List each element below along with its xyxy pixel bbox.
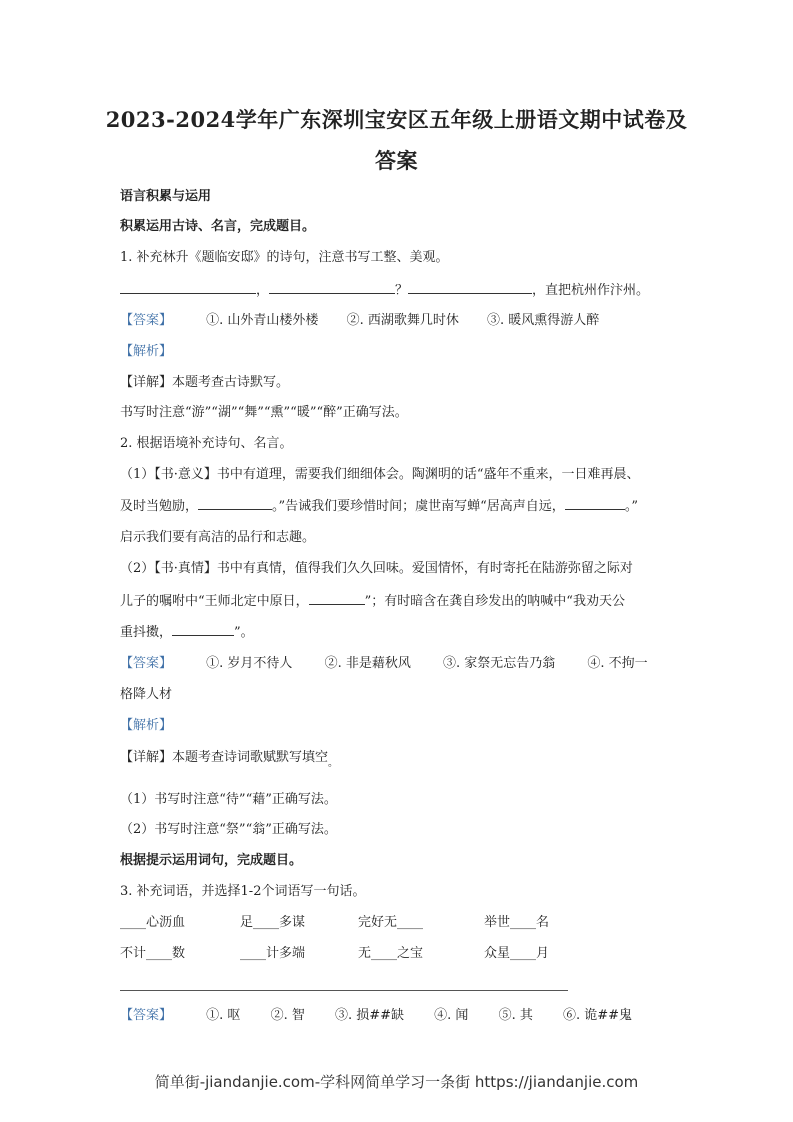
word-blank-item: 举世____名 <box>484 915 550 930</box>
question-2-part2-line1: （2）【书·真情】书中有真情，值得我们久久回味。爱国情怀，有时寄托在陆游弥留之际对 <box>120 561 633 576</box>
blank-tail-text: ，直把杭州作汴州。 <box>532 283 650 298</box>
answer-continuation: 格降人材 <box>120 687 173 702</box>
answer-item: ②. 西湖歌舞几时休 <box>346 313 459 328</box>
answer-item: ②. 智 <box>270 1008 305 1023</box>
answer-label: 【答案】 <box>120 656 173 671</box>
question-2-part1-line3: 启示我们要有高洁的品行和志趣。 <box>120 530 316 545</box>
section-subheading: 积累运用古诗、名言，完成题目。 <box>120 219 316 234</box>
question-2-part2-line2 <box>120 592 625 611</box>
question-1-answer <box>120 312 599 330</box>
analysis-label: 【解析】 <box>120 344 173 359</box>
document-title-line2: 答案 <box>375 148 418 173</box>
word-blank-item: 足____多谋 <box>240 915 306 930</box>
detail-text <box>120 749 338 768</box>
section-heading: 语言积累与运用 <box>120 189 212 204</box>
question-2-part2-line3 <box>120 623 254 642</box>
detail-text: 【详解】本题考查古诗默写。 <box>120 375 290 390</box>
answer-blank <box>120 281 256 294</box>
answer-blank <box>269 281 395 294</box>
question-2-part1-line2 <box>120 497 638 516</box>
question-2-part1-line1: （1）【书·意义】书中有道理，需要我们细细体会。陶渊明的话“盛年不重来，一日难再晨、 <box>120 467 640 482</box>
answer-blank <box>172 623 234 636</box>
question-2-stem: 2. 根据语境补充诗句、名言。 <box>120 436 293 451</box>
question-text: ”；有时暗含在龚自珍发出的呐喊中“我劝天公 <box>364 594 625 609</box>
word-blank-item: 不计____数 <box>120 946 186 961</box>
answer-item: ①. 岁月不待人 <box>206 656 293 671</box>
writing-line <box>120 990 568 991</box>
document-title-line1: 2023-2024学年广东深圳宝安区五年级上册语文期中试卷及 <box>105 107 688 132</box>
answer-blank <box>309 592 365 605</box>
answer-item: ③. 家祭无忘告乃翁 <box>442 656 556 671</box>
question-text: 重抖擞， <box>120 625 173 640</box>
answer-label: 【答案】 <box>120 1008 173 1023</box>
detail-text-main: 【详解】本题考查诗词歌赋默写填空 <box>120 750 329 765</box>
question-text: 儿子的嘱咐中“王师北定中原日， <box>120 594 309 609</box>
detail-text-mark: 。 <box>328 758 339 769</box>
answer-item: ③. 损##缺 <box>334 1008 405 1023</box>
question-text: 及时当勉励， <box>120 499 199 514</box>
word-blank-item: ____心沥血 <box>120 915 186 930</box>
blank-separator: ？ <box>395 283 409 298</box>
word-blank-item: ____计多端 <box>240 946 306 961</box>
answer-item: ⑤. 其 <box>498 1008 533 1023</box>
answer-blank <box>565 497 625 510</box>
question-1-stem: 1. 补充林升《题临安邸》的诗句，注意书写工整、美观。 <box>120 250 449 265</box>
answer-label: 【答案】 <box>120 313 173 328</box>
question-text: 。” <box>624 499 638 514</box>
question-3-answer <box>120 1007 632 1025</box>
page-footer-watermark: 简单街-jiandanjie.com-学科网简单学习一条街 https://jiandanjie.com <box>154 1073 639 1091</box>
question-text: ”。 <box>234 625 254 640</box>
answer-item: ①. 呕 <box>206 1008 241 1023</box>
analysis-label: 【解析】 <box>120 718 173 733</box>
answer-item: ②. 非是藉秋风 <box>324 656 411 671</box>
blank-separator: ， <box>256 283 270 298</box>
answer-item: ③. 暖风熏得游人醉 <box>486 313 600 328</box>
detail-note: （1）书写时注意“待”“藉”正确写法。 <box>120 792 337 807</box>
word-blank-item: 无____之宝 <box>358 946 424 961</box>
answer-item: ⑥. 诡##鬼 <box>562 1008 633 1023</box>
answer-item: ①. 山外青山楼外楼 <box>206 313 319 328</box>
word-blank-item: 完好无____ <box>358 915 424 930</box>
answer-item: ④. 闻 <box>434 1008 469 1023</box>
section-subheading: 根据提示运用词句，完成题目。 <box>120 853 303 868</box>
word-blank-item: 众星____月 <box>484 946 550 961</box>
question-3-stem: 3. 补充词语，并选择1-2个词语写一句话。 <box>120 884 366 899</box>
question-text: 。”告诫我们要珍惜时间；虞世南写蝉“居高声自远， <box>272 499 565 514</box>
answer-item: ④. 不拘一 <box>587 656 648 671</box>
detail-note: （2）书写时注意“祭”“翁”正确写法。 <box>120 822 337 837</box>
question-1-blanks <box>120 281 649 300</box>
answer-blank <box>408 281 532 294</box>
question-2-answer <box>120 655 648 673</box>
answer-blank <box>198 497 272 510</box>
detail-note: 书写时注意“游”“湖”“舞”“熏”“暖”“醉”正确写法。 <box>120 405 408 420</box>
